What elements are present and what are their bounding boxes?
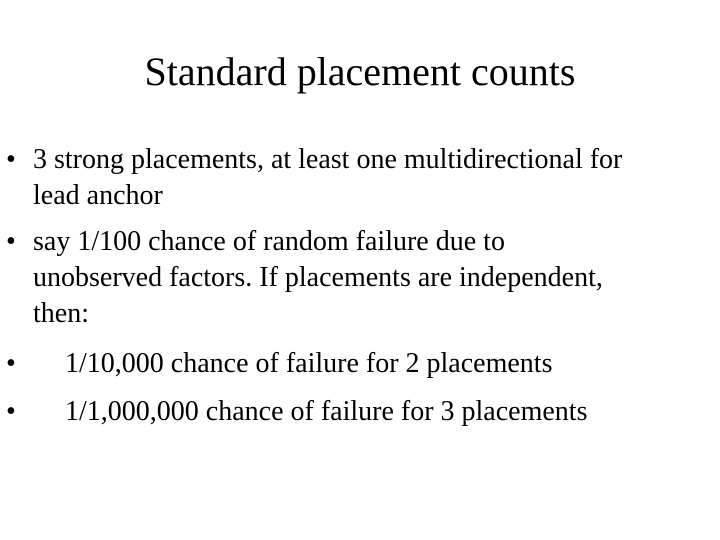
bullet-line: lead anchor	[33, 180, 163, 211]
bullet-line: unobserved factors. If placements are independent,	[33, 262, 603, 293]
bullet-line: 1/1,000,000 chance of failure for 3 placements	[65, 396, 588, 427]
bullet-icon: •	[6, 396, 16, 427]
slide-title: Standard placement counts	[144, 49, 576, 94]
bullet-line: 1/10,000 chance of failure for 2 placements	[65, 348, 553, 379]
bullet-line: 3 strong placements, at least one multidirectional for	[33, 144, 623, 175]
bullet-icon: •	[6, 144, 16, 175]
bullet-icon: •	[6, 226, 16, 257]
bullet-line: then:	[33, 298, 89, 329]
bullet-icon: •	[6, 348, 16, 379]
bullet-line: say 1/100 chance of random failure due to	[33, 226, 505, 257]
